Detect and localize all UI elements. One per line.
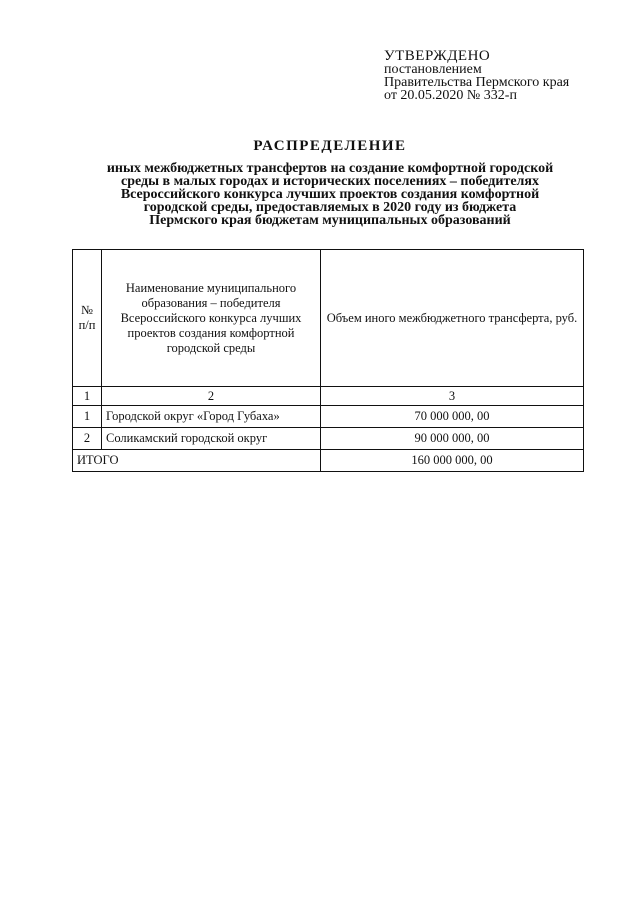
row-num: 1 xyxy=(73,406,102,428)
subtitle-line: среды в малых городах и исторических поселениях – победителях xyxy=(121,174,539,189)
subtitle-line: городской среды, предоставляемых в 2020 году из бюджета xyxy=(143,200,517,215)
column-number-row xyxy=(73,387,584,406)
table-row xyxy=(73,428,584,450)
header-municipality: Наименование муниципального образования – победителя Всероссийского конкурса лучших проектов создания комфортной городской среды xyxy=(102,250,321,387)
approval-heading: УТВЕРЖДЕНО xyxy=(384,48,491,64)
table-header-row xyxy=(73,250,584,387)
document-subtitle xyxy=(80,162,580,227)
table-row xyxy=(73,406,584,428)
column-number: 2 xyxy=(102,387,321,406)
row-num: 2 xyxy=(73,428,102,450)
row-amount: 70 000 000, 00 xyxy=(321,406,584,428)
row-municipality: Городской округ «Город Губаха» xyxy=(102,406,321,428)
column-number: 1 xyxy=(73,387,102,406)
approval-date-number: от 20.05.2020 № 332-п xyxy=(384,88,517,103)
header-amount: Объем иного межбюджетного трансферта, руб. xyxy=(321,250,584,387)
approval-stamp xyxy=(384,50,624,102)
column-number: 3 xyxy=(321,387,584,406)
approval-line: Правительства Пермского края xyxy=(384,75,570,90)
row-amount: 90 000 000, 00 xyxy=(321,428,584,450)
document-title-block xyxy=(60,138,600,227)
subtitle-line: Всероссийского конкурса лучших проектов создания комфортной xyxy=(120,187,540,202)
subtitle-line: Пермского края бюджетам муниципальных образований xyxy=(149,213,511,228)
total-label: ИТОГО xyxy=(73,450,321,472)
row-municipality: Соликамский городской округ xyxy=(102,428,321,450)
header-num: № п/п xyxy=(73,250,102,387)
total-row xyxy=(73,450,584,472)
document-title: РАСПРЕДЕЛЕНИЕ xyxy=(253,138,407,154)
subtitle-line: иных межбюджетных трансфертов на создание комфортной городской xyxy=(106,161,554,176)
approval-line: постановлением xyxy=(384,62,482,77)
total-amount: 160 000 000, 00 xyxy=(321,450,584,472)
distribution-table xyxy=(72,249,584,472)
